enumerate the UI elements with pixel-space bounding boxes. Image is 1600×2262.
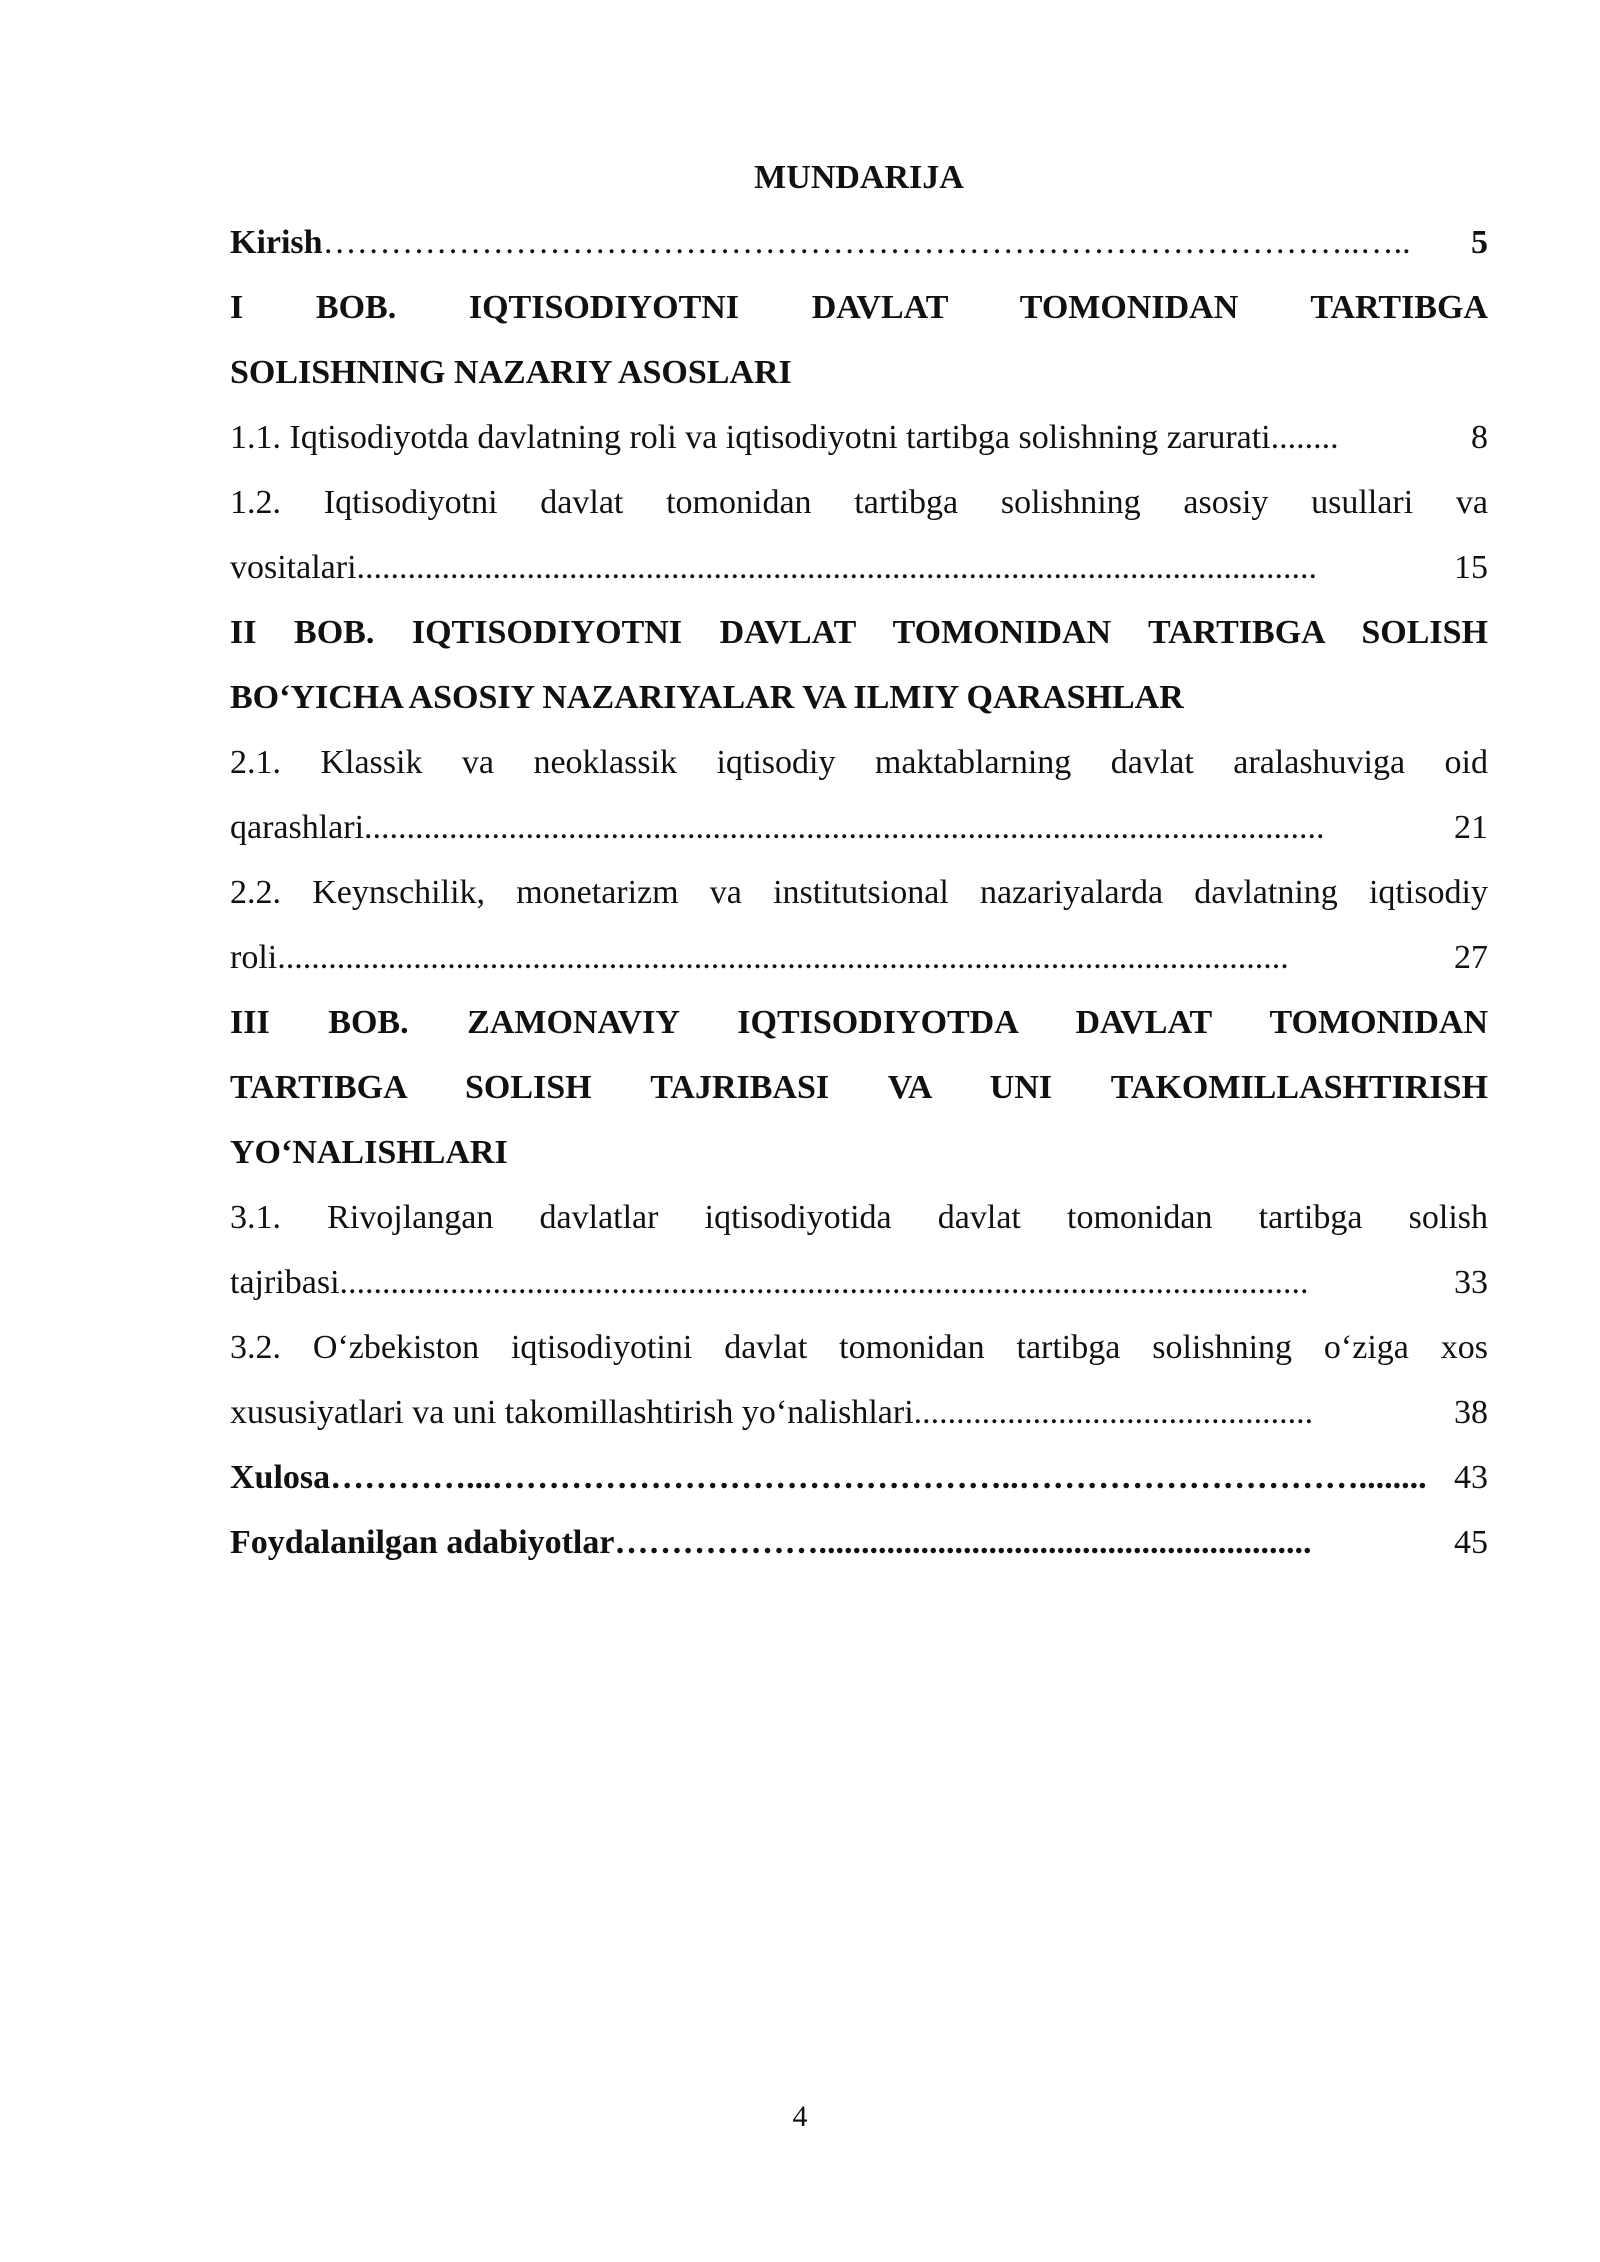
toc-entry-text: 1.1. Iqtisodiyotda davlatning roli va iqtisodiyotni tartibga solishning zarurati (230, 419, 1271, 456)
toc-entry-text: Kirish (230, 224, 323, 261)
toc-page-number: 45 (1454, 1524, 1488, 1561)
toc-entry-text: qarashlari (230, 809, 365, 846)
toc-entry-text: xususiyatlari va uni takomillashtirish yo‘nalishlari (230, 1394, 914, 1431)
toc-entry-xulosa (230, 1445, 1488, 1510)
toc-title: MUNDARIJA (754, 159, 964, 196)
dot-leader: ................................................................................................................. (364, 809, 1325, 846)
chapter-3-heading-line-1: III BOB. ZAMONAVIY IQTISODIYOTDA DAVLAT TOMONIDAN (230, 1004, 1488, 1041)
toc-entry-2-2-line-2 (230, 925, 1488, 990)
toc-page-number: 8 (1471, 419, 1488, 456)
chapter-2-heading-line-2: BO‘YICHA ASOSIY NAZARIYALAR VA ILMIY QARASHLAR (230, 679, 1184, 716)
toc-entry-1-1 (230, 405, 1488, 470)
chapter-2-heading-line-1: II BOB. IQTISODIYOTNI DAVLAT TOMONIDAN TARTIBGA SOLISH (230, 614, 1488, 651)
toc-page-number: 5 (1471, 224, 1488, 261)
toc-entry-3-1-line-2 (230, 1250, 1488, 1315)
toc-entry-1-2-line-2 (230, 535, 1488, 600)
dot-leader: ............................................... (913, 1394, 1314, 1431)
chapter-3-heading-line-2: TARTIBGA SOLISH TAJRIBASI VA UNI TAKOMILLASHTIRISH (230, 1069, 1488, 1106)
toc-entry-text: Xulosa (230, 1459, 331, 1496)
dot-leader: ....................................................................................................................... (277, 939, 1289, 976)
page-number: 4 (792, 2100, 808, 2133)
toc-entry-text: vositalari (230, 549, 357, 586)
toc-page-number: 21 (1454, 809, 1488, 846)
toc-entry-2-1-line-2 (230, 795, 1488, 860)
toc-entry-2-1-line-1: 2.1. Klassik va neoklassik iqtisodiy maktablarning davlat aralashuviga oid (230, 744, 1488, 781)
toc-page-number: 33 (1454, 1264, 1488, 1301)
toc-page-number: 27 (1454, 939, 1488, 976)
chapter-1-heading-line-1: I BOB. IQTISODIYOTNI DAVLAT TOMONIDAN TARTIBGA (230, 289, 1488, 326)
toc-entry-1-2-line-1: 1.2. Iqtisodiyotni davlat tomonidan tartibga solishning asosiy usullari va (230, 484, 1488, 521)
toc-page-number: 15 (1454, 549, 1488, 586)
toc-entry-2-2-line-1: 2.2. Keynschilik, monetarizm va institutsional nazariyalarda davlatning iqtisodiy (230, 874, 1488, 911)
toc-entry-3-2-line-1: 3.2. O‘zbekiston iqtisodiyotini davlat tomonidan tartibga solishning o‘ziga xos (230, 1329, 1488, 1366)
toc-entry-3-2-line-2 (230, 1380, 1488, 1445)
toc-entry-text: Foydalanilgan adabiyotlar (230, 1524, 615, 1561)
dot-leader: ……………….......................................................... (614, 1524, 1312, 1561)
table-of-contents (230, 145, 1488, 1575)
dot-leader: …………...………………………………………..…………………………........ (330, 1459, 1427, 1496)
dot-leader: .................................................................................................................. (339, 1264, 1309, 1301)
dot-leader: ………………………………………………………………………………..….. (322, 224, 1411, 261)
toc-entry-3-1-line-1: 3.1. Rivojlangan davlatlar iqtisodiyotida davlat tomonidan tartibga solish (230, 1199, 1488, 1236)
chapter-3-heading-line-3: YO‘NALISHLARI (230, 1134, 508, 1171)
toc-entry-foydalanilgan-adabiyotlar (230, 1510, 1488, 1575)
dot-leader: ................................................................................................................. (356, 549, 1318, 586)
toc-page-number: 38 (1454, 1394, 1488, 1431)
toc-page-number: 43 (1454, 1459, 1488, 1496)
toc-entry-text: tajribasi (230, 1264, 340, 1301)
chapter-1-heading-line-2: SOLISHNING NAZARIY ASOSLARI (230, 354, 792, 391)
dot-leader: ........ (1270, 419, 1339, 456)
toc-entry-text: roli (230, 939, 278, 976)
toc-entry-kirish (230, 210, 1488, 275)
